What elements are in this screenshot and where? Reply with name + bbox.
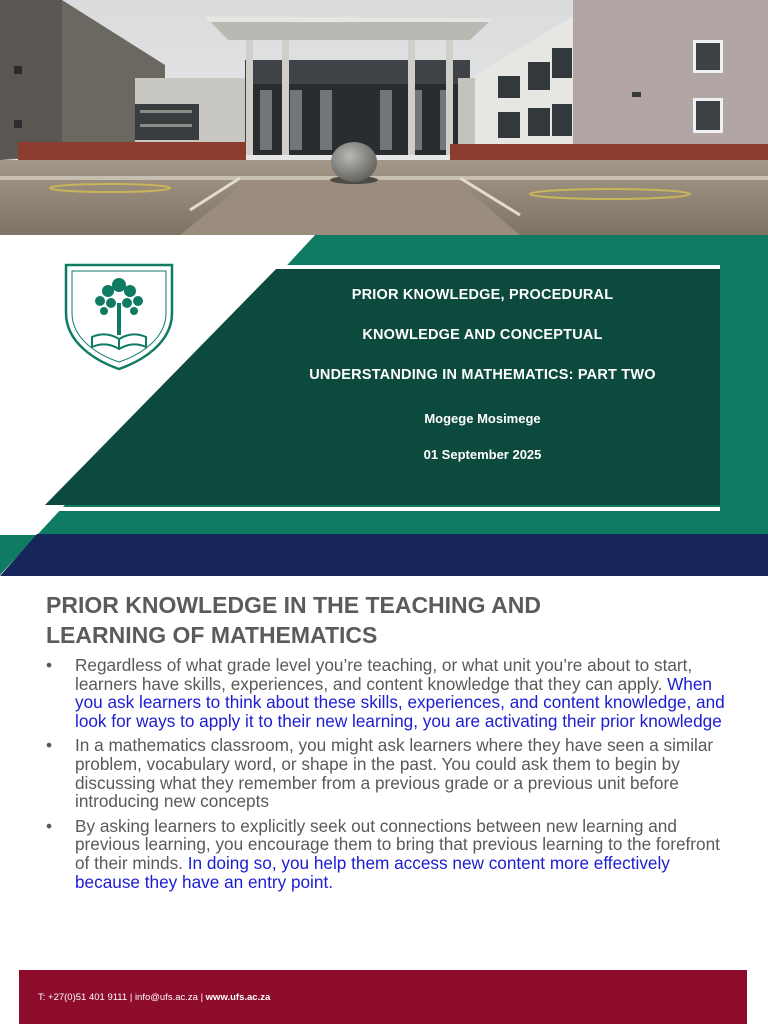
bullet-list xyxy=(46,656,730,897)
bullet-highlight-text: When you ask learners to think about these skills, experiences, and content knowledge, and look for ways to apply it to their new learning, you are activating their prior knowledge xyxy=(75,673,725,731)
footer-separator: | xyxy=(200,992,204,1003)
presentation-date: 01 September 2025 xyxy=(423,447,542,462)
bullet-item xyxy=(46,736,730,810)
heading-line-2: LEARNING OF MATHEMATICS xyxy=(46,622,378,648)
heading-line-1: PRIOR KNOWLEDGE IN THE TEACHING AND xyxy=(46,592,541,618)
bullet-marker: • xyxy=(46,655,53,675)
university-shield-logo xyxy=(58,261,180,373)
content-slide xyxy=(0,576,768,970)
campus-building-photo xyxy=(0,0,768,235)
bullet-marker: • xyxy=(46,815,53,836)
bullet-text: Regardless of what grade level you’re teaching, or what unit you’re about to start, learners have skills, experiences, and content knowledge that they can apply. xyxy=(75,655,693,694)
title-line-2: KNOWLEDGE AND CONCEPTUAL xyxy=(362,327,603,343)
footer-separator: | xyxy=(129,992,133,1003)
bullet-item xyxy=(46,817,730,891)
footer-website-link[interactable]: www.ufs.ac.za xyxy=(205,992,271,1003)
bullet-highlight-text: In doing so, you help them access new content more effectively because they have an entry point. xyxy=(75,852,670,892)
footer-email-link[interactable]: info@ufs.ac.za xyxy=(134,992,198,1003)
footer-contact-line xyxy=(38,992,270,1003)
bullet-item xyxy=(46,656,730,730)
bullet-text: In a mathematics classroom, you might ask learners where they have seen a similar problem, vocabulary word, or shape in the past. You could ask them to begin by discussing what they remember from a previous grade or a previous unit before introducing new concepts xyxy=(75,735,714,812)
bullet-text: By asking learners to explicitly seek out connections between new learning and previous learning, you encourage them to bring that previous learning to the forefront of their minds. xyxy=(75,815,720,873)
footer-phone: T: +27(0)51 401 9111 xyxy=(38,992,128,1003)
title-slide xyxy=(0,235,768,576)
title-line-1: PRIOR KNOWLEDGE, PROCEDURAL xyxy=(351,287,614,303)
bullet-marker: • xyxy=(46,735,53,756)
title-text-block xyxy=(245,275,720,473)
contact-footer xyxy=(19,970,747,1024)
title-line-3: UNDERSTANDING IN MATHEMATICS: PART TWO xyxy=(309,367,656,383)
presenter-name: Mogege Mosimege xyxy=(424,411,541,426)
slide-heading xyxy=(46,590,726,650)
